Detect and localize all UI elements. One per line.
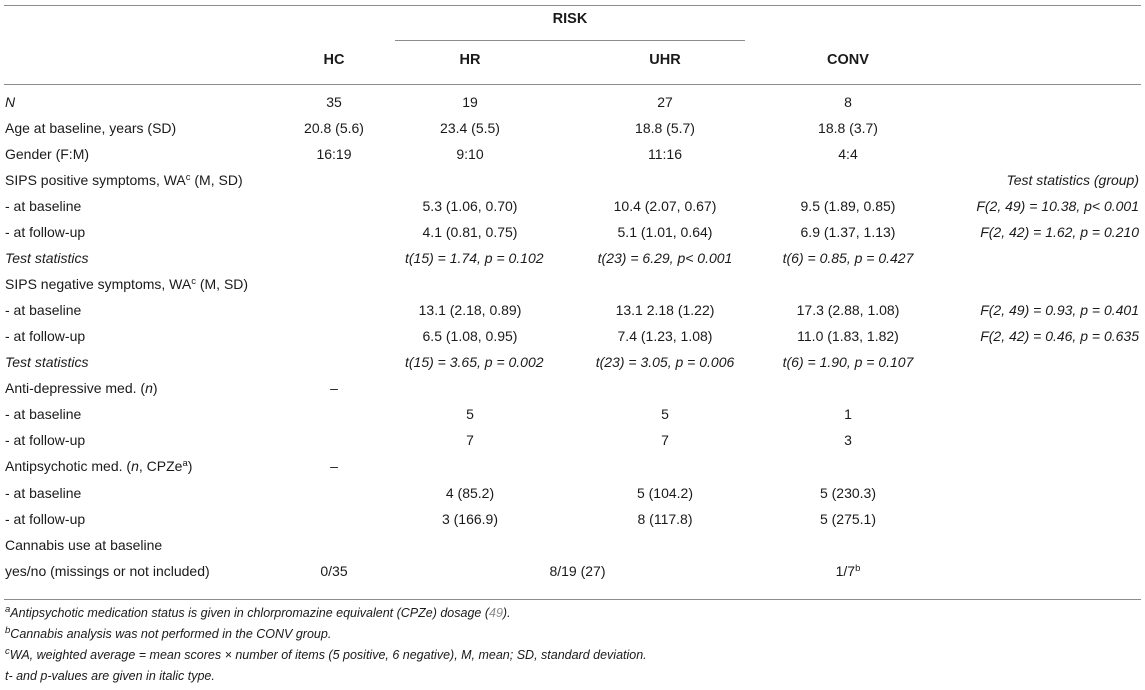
cell-hc: 20.8 (5.6) [304, 120, 364, 136]
cell-conv: 9.5 (1.89, 0.85) [800, 198, 896, 214]
cell-uhr: t(23) = 3.05, p = 0.006 [595, 354, 735, 370]
cell-stat: F(2, 49) = 0.93, p = 0.401 [980, 302, 1139, 318]
reference-link[interactable]: 49 [489, 606, 503, 620]
top-rule [4, 5, 1141, 6]
cell-hr: 5 [466, 406, 474, 422]
cell-hr: 23.4 (5.5) [440, 120, 500, 136]
header-rule [4, 84, 1141, 85]
cell-hc: – [330, 380, 338, 396]
risk-underline [395, 40, 745, 41]
header-hr: HR [459, 52, 481, 68]
header-uhr: UHR [649, 52, 681, 68]
row-label: Antipsychotic med. (n, CPZe$^a$) [5, 458, 193, 474]
cell-hr: 6.5 (1.08, 0.95) [422, 328, 518, 344]
cell-conv: 1 [844, 406, 852, 422]
footnote-d: t- and p-values are given in italic type. [5, 669, 215, 683]
row-label: Gender (F:M) [5, 146, 90, 162]
row-label: Cannabis use at baseline [5, 537, 163, 553]
table-row [0, 298, 1145, 324]
cell-hc: – [330, 458, 338, 474]
cell-hr: 5.3 (1.06, 0.70) [422, 198, 518, 214]
table-row [0, 90, 1145, 116]
cell-hc: 16:19 [316, 146, 352, 162]
cell-uhr: 10.4 (2.07, 0.67) [613, 198, 717, 214]
row-label: Age at baseline, years (SD) [5, 120, 177, 136]
row-label: - at baseline [5, 485, 82, 501]
cell-conv: 17.3 (2.88, 1.08) [796, 302, 900, 318]
cell-uhr: 7 [661, 432, 669, 448]
row-label: - at follow-up [5, 328, 86, 344]
cell-hr: 7 [466, 432, 474, 448]
header-conv: CONV [827, 52, 869, 68]
cell-stat: F(2, 42) = 0.46, p = 0.635 [980, 328, 1139, 344]
cell-conv: 4:4 [838, 146, 858, 162]
header-risk: RISK [552, 11, 588, 27]
cell-stat: F(2, 42) = 1.62, p = 0.210 [980, 224, 1139, 240]
cell-conv: 1/7$^b$ [835, 563, 861, 579]
cell-hr: 19 [462, 94, 478, 110]
table-row [0, 350, 1145, 376]
cell-uhr: 18.8 (5.7) [635, 120, 695, 136]
cell-uhr: 27 [657, 94, 673, 110]
cell-hr: 3 (166.9) [441, 511, 499, 527]
table-row [0, 533, 1145, 559]
table-row [0, 246, 1145, 272]
cell-hr: 9:10 [456, 146, 484, 162]
bottom-rule [4, 599, 1141, 600]
row-label: yes/no (missings or not included) [5, 563, 210, 579]
cell-conv: t(6) = 1.90, p = 0.107 [782, 354, 914, 370]
table-row [0, 168, 1145, 194]
table-row [0, 481, 1145, 507]
cell-stat: F(2, 49) = 10.38, p< 0.001 [976, 198, 1139, 214]
cell-conv: 5 (230.3) [819, 485, 877, 501]
cell-hr: t(15) = 1.74, p = 0.102 [405, 250, 544, 266]
row-label: N [5, 94, 16, 110]
cell-hc: 35 [326, 94, 342, 110]
row-label: - at follow-up [5, 224, 86, 240]
table-row [0, 194, 1145, 220]
cell-uhr: t(23) = 6.29, p< 0.001 [597, 250, 733, 266]
row-label: Test statistics [5, 354, 89, 370]
cell-hr: t(15) = 3.65, p = 0.002 [405, 354, 544, 370]
footnote-a: $^a$Antipsychotic medication status is given in chlorpromazine equivalent (CPZe) dosage (49). [5, 604, 511, 620]
table-row [0, 428, 1145, 454]
table-row [0, 272, 1145, 298]
table-row [0, 324, 1145, 350]
header-hc: HC [323, 52, 345, 68]
table-row [0, 142, 1145, 168]
row-label: - at baseline [5, 406, 82, 422]
cell-conv: 6.9 (1.37, 1.13) [800, 224, 896, 240]
table-row [0, 116, 1145, 142]
cell-conv: 3 [844, 432, 852, 448]
table-row [0, 220, 1145, 246]
cell-hr: 4 (85.2) [445, 485, 495, 501]
cell-conv: 18.8 (3.7) [818, 120, 878, 136]
table-row [0, 507, 1145, 533]
row-label: - at baseline [5, 302, 82, 318]
cell-uhr: 13.1 2.18 (1.22) [615, 302, 715, 318]
stat-header: Test statistics (group) [1006, 172, 1139, 188]
row-label: - at baseline [5, 198, 82, 214]
cell-uhr: 5 [661, 406, 669, 422]
cell-uhr: 7.4 (1.23, 1.08) [617, 328, 713, 344]
cell-uhr: 8 (117.8) [637, 511, 693, 527]
cell-conv: 8 [844, 94, 852, 110]
row-label: - at follow-up [5, 511, 86, 527]
cell-uhr: 11:16 [648, 146, 682, 162]
cell-hc: 0/35 [320, 563, 348, 579]
table-row [0, 559, 1145, 585]
row-label: SIPS negative symptoms, $WA^c$ (M, SD) [5, 276, 249, 292]
cell-uhr: 5.1 (1.01, 0.64) [617, 224, 713, 240]
row-label: - at follow-up [5, 432, 86, 448]
table-row [0, 402, 1145, 428]
cell-conv: 11.0 (1.83, 1.82) [797, 328, 899, 344]
cell-risk: 8/19 (27) [549, 563, 606, 579]
row-label: Anti-depressive med. (n) [5, 380, 158, 396]
cell-hr: 13.1 (2.18, 0.89) [418, 302, 522, 318]
cell-conv: t(6) = 0.85, p = 0.427 [782, 250, 914, 266]
cell-uhr: 5 (104.2) [636, 485, 694, 501]
table-row [0, 376, 1145, 402]
row-label: SIPS positive symptoms, $WA^c$ (M, SD) [5, 172, 243, 188]
footnote-c: $^c$WA, weighted average = mean scores × number of items (5 positive, 6 negative), M, mean; SD, standard deviation. [5, 646, 647, 662]
table-row [0, 454, 1145, 480]
row-label: Test statistics [5, 250, 89, 266]
cell-conv: 5 (275.1) [819, 511, 877, 527]
cell-hr: 4.1 (0.81, 0.75) [422, 224, 518, 240]
footnote-b: $^b$Cannabis analysis was not performed in the CONV group. [5, 625, 332, 641]
